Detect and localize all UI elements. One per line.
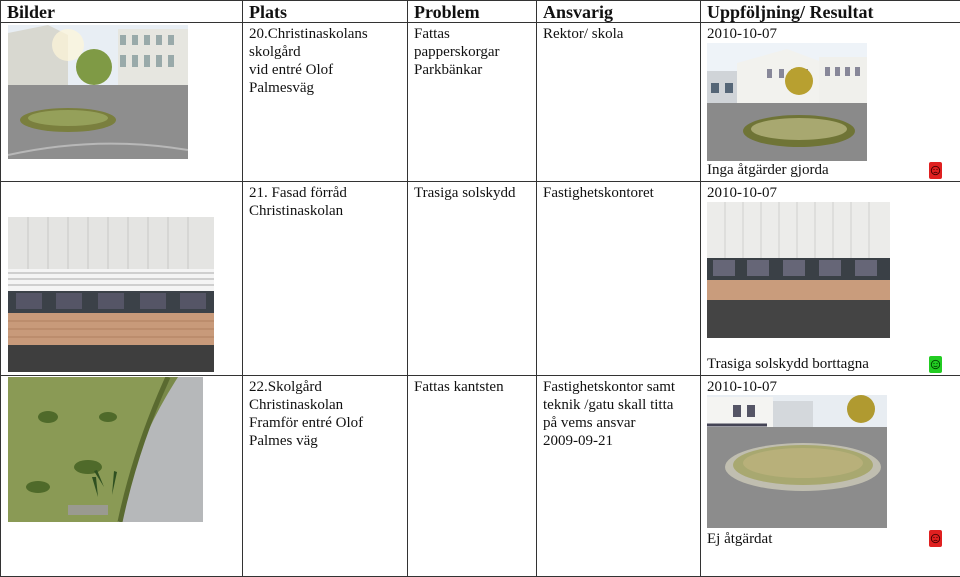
plats-line: Palmesväg [249, 79, 413, 97]
header-problem: Problem [408, 1, 537, 23]
result-date: 2010-10-07 [701, 23, 960, 43]
result-date: 2010-10-07 [701, 376, 960, 396]
sad-status-icon [929, 162, 942, 179]
problem-line: Trasiga solskydd [414, 184, 542, 202]
photo-schoolyard-before [8, 25, 188, 159]
result-text: Trasiga solskydd borttagna [707, 355, 869, 373]
table-row [1, 23, 960, 182]
photo-schoolyard-after [707, 43, 867, 161]
ansvarig-line: på vems ansvar [543, 414, 706, 432]
plats-line: 21. Fasad förråd [249, 184, 413, 202]
photo-curb-before [8, 377, 203, 522]
result-text: Ej åtgärdat [707, 530, 772, 548]
plats-line: skolgård [249, 43, 413, 61]
ansvarig-line: 2009-09-21 [543, 432, 706, 450]
ansvarig-line: teknik /gatu skall titta [543, 396, 706, 414]
problem-line: Fattas kantsten [414, 378, 542, 396]
ansvarig-line: Fastighetskontor samt [543, 378, 706, 396]
photo-facade-before [8, 217, 214, 372]
plats-line: 22.Skolgård [249, 378, 413, 396]
problem-line: papperskorgar [414, 43, 542, 61]
plats-line: Framför entré Olof [249, 414, 413, 432]
ansvarig-line: Fastighetskontoret [543, 184, 706, 202]
header-uppfoljning: Uppföljning/ Resultat [701, 1, 960, 23]
result-date: 2010-10-07 [701, 182, 960, 202]
header-bilder: Bilder [1, 1, 243, 23]
header-plats: Plats [243, 1, 408, 23]
table-row [1, 376, 960, 577]
result-text: Inga åtgärder gjorda [707, 161, 829, 179]
plats-line: 20.Christinaskolans [249, 25, 413, 43]
sad-status-icon [929, 530, 942, 547]
problem-line: Parkbänkar [414, 61, 542, 79]
plats-line: Palmes väg [249, 432, 413, 450]
ansvarig-line: Rektor/ skola [543, 25, 706, 43]
photo-curb-after [707, 395, 887, 528]
table-row [1, 182, 960, 376]
plats-line: vid entré Olof [249, 61, 413, 79]
happy-status-icon [929, 356, 942, 373]
header-ansvarig: Ansvarig [537, 1, 701, 23]
plats-line: Christinaskolan [249, 202, 413, 220]
photo-facade-after [707, 202, 890, 338]
problem-line: Fattas [414, 25, 542, 43]
plats-line: Christinaskolan [249, 396, 413, 414]
header-row [1, 1, 960, 23]
